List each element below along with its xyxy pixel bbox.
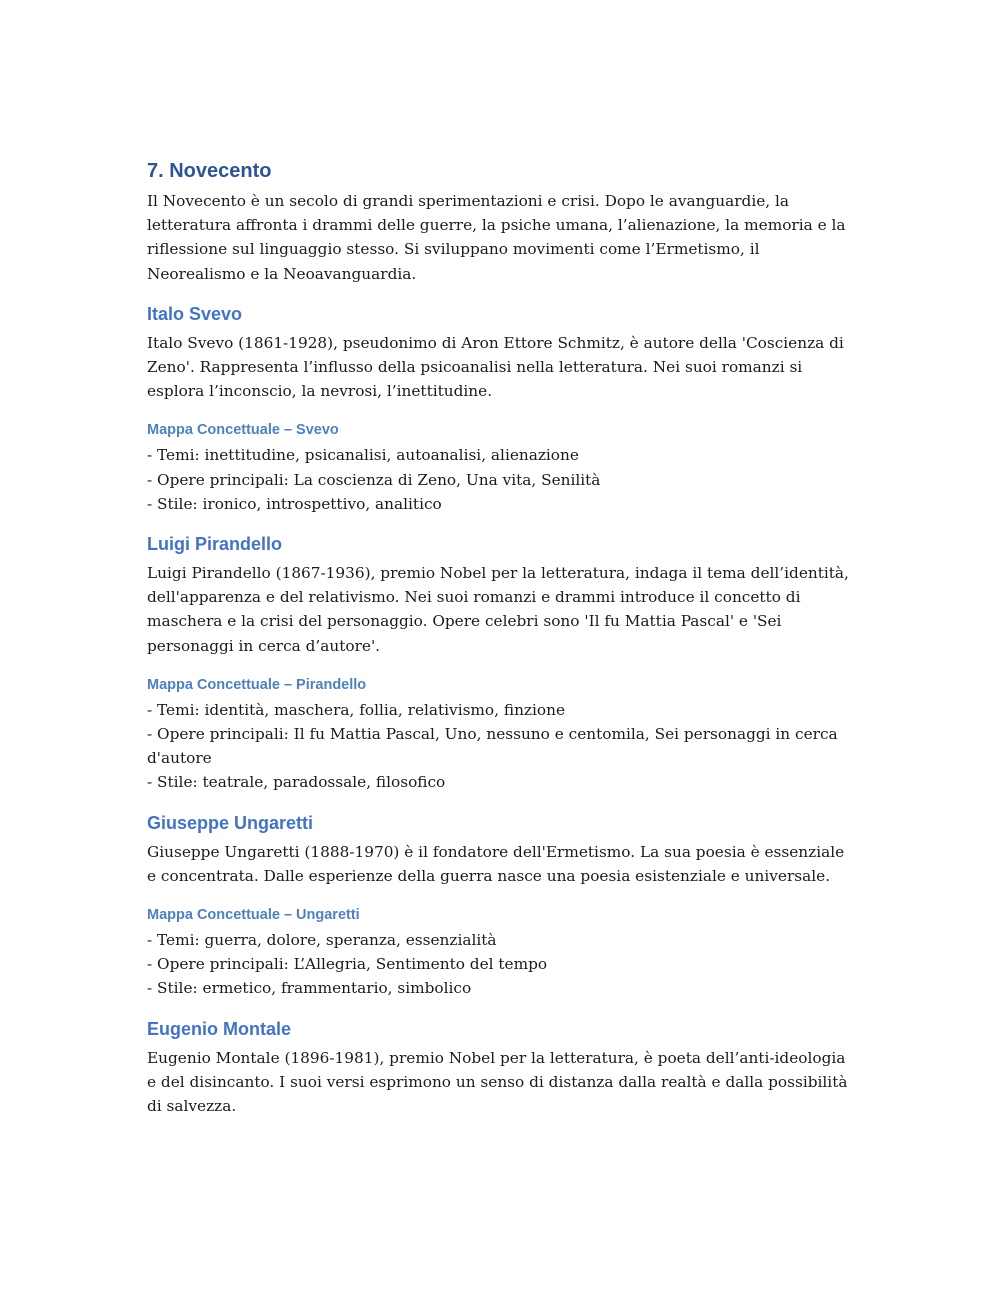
list-item: - Opere principali: Il fu Mattia Pascal, Uno, nessuno e centomila, Sei personaggi in cerca d'autore: [147, 725, 838, 768]
list-item: - Opere principali: La coscienza di Zeno, Una vita, Senilità: [147, 470, 601, 489]
author-heading: Giuseppe Ungaretti: [147, 812, 314, 833]
concept-map-heading: Mappa Concettuale – Pirandello: [147, 676, 367, 693]
author-section-pirandello: [147, 531, 857, 795]
list-item: - Stile: ermetico, frammentario, simbolico: [147, 979, 472, 998]
author-section-ungaretti: [147, 810, 857, 1001]
list-item: - Stile: teatrale, paradossale, filosofico: [147, 773, 446, 792]
author-bio: Giuseppe Ungaretti (1888-1970) è il fondatore dell'Ermetismo. La sua poesia è essenziale e concentrata. Dalle esperienze della guerra nasce una poesia esistenziale e universale.: [147, 842, 845, 885]
list-item: - Temi: identità, maschera, follia, relativismo, finzione: [147, 700, 565, 719]
list-item: - Temi: inettitudine, psicanalisi, autoanalisi, alienazione: [147, 446, 579, 465]
list-item: - Opere principali: L’Allegria, Sentimento del tempo: [147, 955, 548, 974]
concept-map-list: [147, 698, 857, 795]
author-heading: Luigi Pirandello: [147, 534, 283, 555]
concept-map-heading: Mappa Concettuale – Svevo: [147, 422, 339, 439]
author-section-montale: [147, 1016, 857, 1119]
section-intro: Il Novecento è un secolo di grandi sperimentazioni e crisi. Dopo le avanguardie, la letteratura affronta i drammi delle guerre, la psiche umana, l’alienazione, la memoria e la riflessione sul linguaggio stesso. Si sviluppano movimenti come l’Ermetismo, il Neorealismo e la Neoavanguardia.: [147, 192, 846, 283]
author-section-svevo: [147, 301, 857, 516]
section-title: 7. Novecento: [147, 160, 272, 182]
author-heading: Italo Svevo: [147, 303, 243, 324]
author-heading: Eugenio Montale: [147, 1018, 291, 1039]
author-bio: Italo Svevo (1861-1928), pseudonimo di Aron Ettore Schmitz, è autore della 'Coscienza di Zeno'. Rappresenta l’influsso della psicoanalisi nella letteratura. Nei suoi romanzi si esplora l’inconscio, la nevrosi, l’inettitudine.: [147, 333, 844, 401]
author-bio: Eugenio Montale (1896-1981), premio Nobel per la letteratura, è poeta dell’anti-ideologia e del disincanto. I suoi versi esprimono un senso di distanza dalla realtà e dalla possibilità di salvezza.: [147, 1048, 848, 1116]
concept-map-list: [147, 928, 857, 1001]
list-item: - Temi: guerra, dolore, speranza, essenzialità: [147, 931, 497, 950]
concept-map-list: [147, 443, 857, 516]
author-bio: Luigi Pirandello (1867-1936), premio Nobel per la letteratura, indaga il tema dell’identità, dell'apparenza e del relativismo. Nei suoi romanzi e drammi introduce il concetto di maschera e la crisi del personaggio. Opere celebri sono 'Il fu Mattia Pascal' e 'Sei personaggi in cerca d’autore'.: [147, 564, 849, 655]
document-page: [147, 157, 857, 1118]
list-item: - Stile: ironico, introspettivo, analitico: [147, 494, 442, 513]
concept-map-heading: Mappa Concettuale – Ungaretti: [147, 907, 360, 924]
